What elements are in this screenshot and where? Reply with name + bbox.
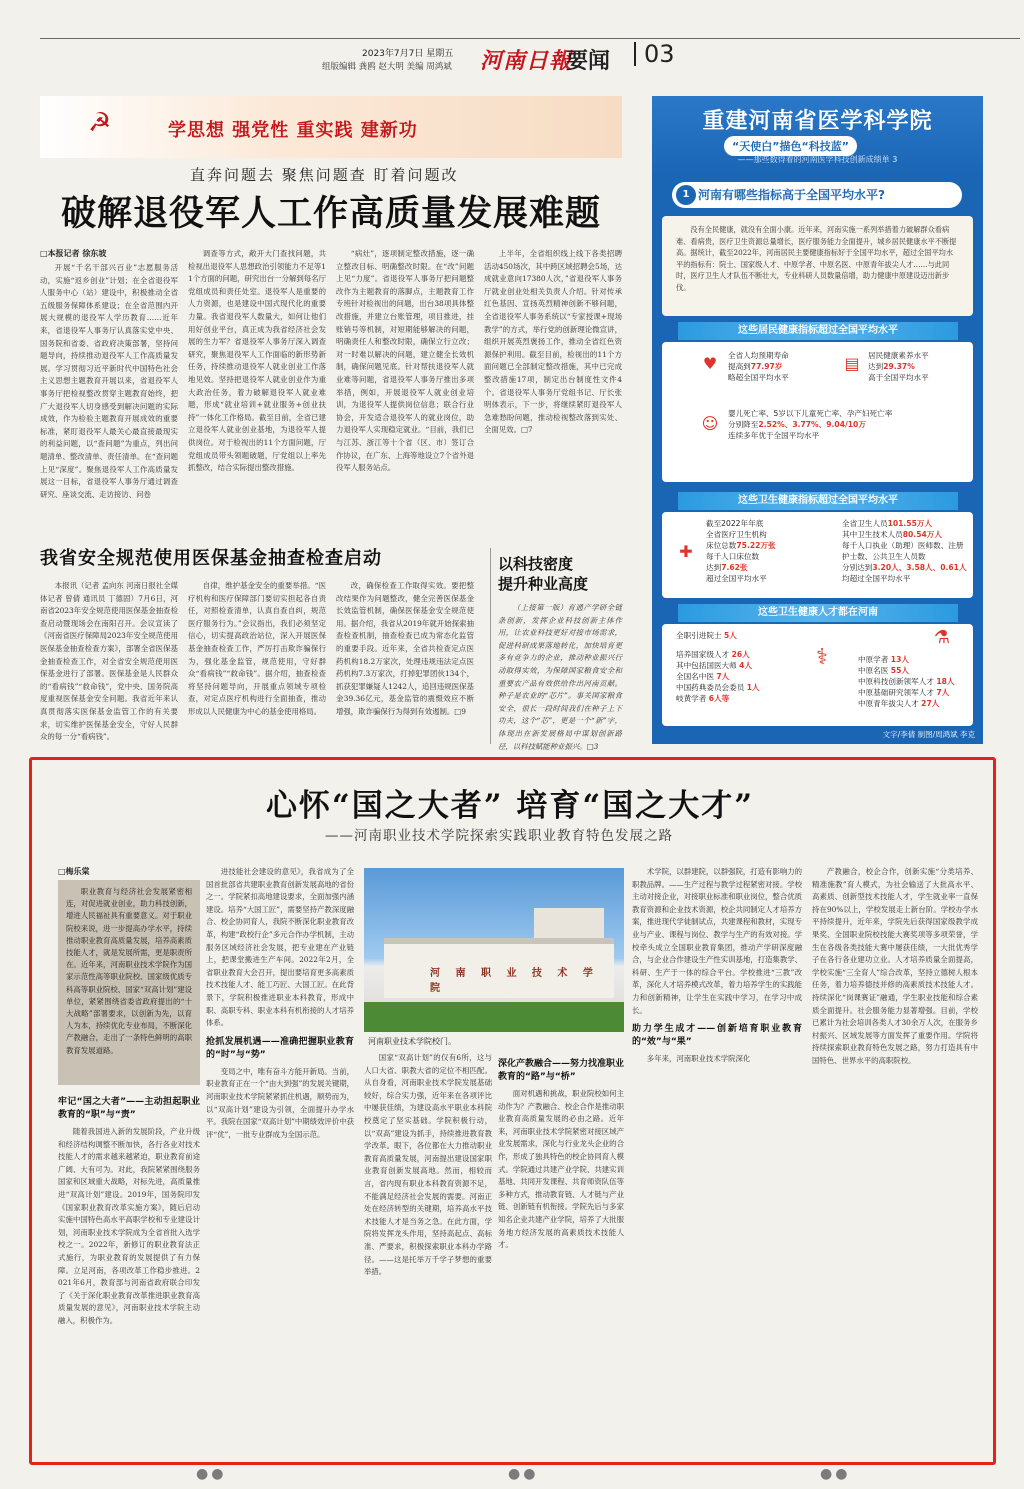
issue-date: 2023年7月7日 星期五 bbox=[362, 49, 454, 59]
paragraph: 国家“双高计划”的仅有6所，这与人口大省、职教大省的定位不相匹配。从自身看，河南职业技术学院发展基础较好，综合实力强，近年来在各项评比中屡获佳绩，为建设高水平职业本科院校奠定了坚实基础。学院积极行动，以“双高”建设为抓手，持续推进教育教学改革。眼下，各位都在大力推动职业教育高质量发展，河南提出建设国家职业教育创新发展高地。然而，相较而言，省内现有职业本科教育资源不足，不能满足经济社会发展的需要。河南正处在经济转型的关键期，培养高水平技术技能人才是当务之急。在此方面，学院将发挥龙头作用，坚持高起点、高标准、严要求，积极探索职业本科办学路径。——这是托举万千学子梦想的重要举措。 bbox=[364, 1053, 492, 1277]
stat-value-line bbox=[706, 540, 826, 551]
talent-item bbox=[858, 665, 970, 676]
photo-lawn bbox=[364, 1002, 624, 1032]
section-band: 这些卫生健康指标超过全国平均水平 bbox=[678, 492, 958, 510]
stat-label: 全省医疗卫生机构 bbox=[706, 530, 767, 539]
talent-panel bbox=[662, 624, 973, 726]
paragraph: 开展“千名干部兴百业”志愿服务活动，实施“返乡创业”计划；在全省退役军人服务中心（站）建设中，积极推动全省五级服务保障体系建设；在全省范围内开展大规模的退役军人学历教育……近年来，省退役军人事务厅认真落实党中央、国务院和省委、省政府决策部署，坚持问题导向，持续推动退役军人工作高质量发展。学习贯彻习近平新时代中国特色社会主义思想主题教育开展以来，省退役军人事务厅把检视整改贯穿主题教育始终，把广大退役军人切身感受到解决问题的实际成效，作为检验主题教育开展成效的重要标准，紧盯退役军人最关心最直接最现实的利益问题，以“查问题”为重点，列出问题清单、整改清单、责任清单。在“查问题上见“深度”。聚焦退役军人工作高质量发展这一目标，省退役军人事务厅通过调查研究、座谈交流、走访接访、问卷 bbox=[40, 263, 178, 499]
infographic-question bbox=[672, 182, 962, 208]
talent-item bbox=[858, 687, 970, 698]
talent-label: 中原学者 bbox=[858, 655, 889, 664]
clipboard-icon: ▤ bbox=[844, 354, 860, 373]
stat-value-line bbox=[842, 529, 970, 540]
talent-item bbox=[676, 660, 826, 671]
section-heading: 牢记“国之大者”——主动担起职业教育的“职”与“责” bbox=[58, 1097, 200, 1120]
talent-count: 26人 bbox=[731, 650, 750, 659]
doctor-icon: ⚕ bbox=[816, 645, 828, 670]
stat-label: 婴儿死亡率、5岁以下儿童死亡率、孕产妇死亡率 bbox=[728, 409, 893, 418]
infographic-series: ——那些数得着的河南医学科技创新成绩单 3 bbox=[737, 155, 898, 164]
stat-prefix: 提高到 bbox=[728, 362, 751, 371]
section-name: 要闻 bbox=[566, 49, 611, 74]
stat-value: 29.37% bbox=[883, 362, 915, 371]
editors-line: 组版编辑 龚鸥 赵大明 美编 周鸿斌 bbox=[322, 62, 452, 72]
page-dots: ●● bbox=[508, 1466, 539, 1482]
resident-health-panel bbox=[662, 342, 973, 482]
stat-note: 超过全国平均水平 bbox=[706, 574, 767, 583]
talent-label: 岐黄学者 bbox=[676, 694, 707, 703]
infographic-title: 重建河南省医学科学院 bbox=[702, 109, 933, 134]
paragraph: 产教融合，校企合作，创新实施“分类培养、精准施教”育人模式，为社会输送了大批高水平、高素质、创新型技术技能人才，学生就业率一直保持在90%以上，学校发展走上新台阶。学校办学水平持续提升，近年来，学院先后获得国家级教学成果奖、全国职业院校技能大赛奖项等多项荣誉，学生在各级各类技能大赛中屡获佳绩，一大批优秀学子在各行各业建功立业。人才培养质量全面提高，学校实施“三全育人”综合改革，坚持立德树人根本任务，着力培养德技并修的高素质技术技能人才。持续深化“岗课赛证”融通，学生职业技能和综合素质全面提升。社会服务能力显著增强。目前，学校已累计为社会培训各类人才30余万人次，在服务乡村振兴、区域发展等方面发挥了重要作用。学院将持续探索职业教育特色发展之路，努力打造具有中国特色、世界水平的高职院校。 bbox=[812, 867, 978, 1065]
side-headline-line: 以科技密度 bbox=[498, 555, 574, 573]
stat-label: 每千人口执业（助理）医师数、注册护士数、公共卫生人员数 bbox=[842, 541, 964, 561]
talent-item bbox=[858, 676, 970, 687]
theme-banner bbox=[40, 96, 622, 158]
talent-item bbox=[858, 654, 970, 665]
text-column bbox=[812, 866, 978, 1446]
stat-label: 截至2022年年底 bbox=[706, 519, 764, 528]
party-emblem-icon: ☭ bbox=[88, 108, 112, 138]
text-column bbox=[206, 866, 354, 1446]
top-rule bbox=[40, 38, 1020, 39]
text-column bbox=[484, 248, 622, 524]
paragraph: 进技能社会建设的意见》，我省成为了全国首批部省共建职业教育创新发展高地的省份之一。学院紧扣高地建设要求，全面加强内涵建设。培养“大国工匠”，需要坚持产教深度融合、校企协同育人，我院不断深化职业教育改革，构建“政校行企”多元合作办学机制，主动服务区域经济社会发展，把专业建在产业链上，把课堂搬进生产车间。2022年2月，全省职业教育大会召开，提出要培育更多高素质技术技能人才、能工巧匠、大国工匠。在此背景下，学院积极推进职业本科教育，形成中职、高职专科、职业本科有机衔接的人才培养体系。 bbox=[206, 867, 354, 1028]
section-band: 这些卫生健康人才都在河南 bbox=[678, 604, 958, 622]
feature-headline: 心怀“国之大者” 培育“国之大才” bbox=[265, 788, 755, 824]
talent-label: 培养国家级人才 bbox=[676, 650, 730, 659]
life-expectancy-stat bbox=[728, 350, 838, 383]
stat-value-line bbox=[868, 361, 968, 372]
talent-right-list bbox=[858, 654, 970, 709]
talent-count: 5人 bbox=[723, 631, 737, 640]
paragraph: 术学院，以群建院，以群强院，打造有影响力的职教品牌。——生产过程与教学过程紧密对接。学校主动对接企业，对接职业标准和职业岗位，整合优质教育资源和企业技术资源，校企共同制定人才培养方案，推进现代学徒制试点，共建课程和教材，实现专业与产业、课程与岗位、教学与生产的有效对接。学校牵头成立全国职业教育集团，推动产学研深度融合，与企业合作建设生产性实训基地，打造集教学、科研、生产于一体的综合平台。学校推进“三教”改革，深化人才培养模式改革，着力培养学生的实践能力和创新精神，让学生在实践中学习，在学习中成长。 bbox=[632, 867, 803, 1015]
health-infographic bbox=[652, 96, 983, 744]
talent-label: 中原青年拔尖人才 bbox=[858, 699, 919, 708]
stat-value: 7.62张 bbox=[721, 563, 748, 572]
talent-label: 中原科技创新领军人才 bbox=[858, 677, 934, 686]
talent-count: 27人 bbox=[921, 699, 940, 708]
text-column bbox=[188, 248, 326, 524]
stat-value: 80.54万人 bbox=[902, 530, 942, 539]
section-heading: 抢抓发展机遇——准确把握职业教育的“时”与“势” bbox=[206, 1036, 354, 1060]
question-text: 河南有哪些指标高于全国平均水平? bbox=[698, 188, 885, 202]
text-column bbox=[336, 248, 474, 524]
paragraph: 变局之中，唯有奋斗方能开新局。当前，职业教育正在一个“由大到强”的发展关键期，河南职业技术学院紧紧抓住机遇，顺势而为，以“双高计划”建设为引领，全面提升办学水平。我院在国家“双高计划”中期绩效评价中获评“优”，一批专业群成为全国示范。 bbox=[206, 1066, 354, 1139]
talent-item bbox=[676, 630, 826, 641]
infographic-badge: “天使白”描色“科技蓝” bbox=[724, 136, 857, 156]
section-heading: 助力学生成才——创新培育职业教育的“效”与“果” bbox=[632, 1024, 802, 1048]
mid-article-headline: 我省安全规范使用医保基金抽查检查启动 bbox=[40, 548, 382, 569]
stat-value: 101.55万人 bbox=[887, 519, 933, 528]
stat-prefix: 达到 bbox=[706, 563, 722, 572]
stat-value: 2.52%、3.77%、9.04/10万 bbox=[758, 420, 866, 429]
mortality-stat bbox=[728, 408, 964, 441]
text-column bbox=[188, 580, 326, 744]
paragraph: 本报讯（记者 孟向东 河南日报社全媒体记者 曾倩 通讯员 丁德固）7月6日，河南省2023年安全规范使用医保基金抽查检查启动暨现场会在南阳召开。会议宣读了《河南省医疗保障局2023年安全规范使用医保基金抽查检查方案》，部署全省医保基金抽查检查工作，对全省安全规范使用医保基金进行了部署。医保基金是人民群众的“看病钱”“救命钱”，党中央、国务院高度重视医保基金安全问题。我省近年来认真贯彻落实医保基金监管工作的有关要求，切实维护医保基金安全，守好人民群众的每一分“看病钱”。 bbox=[40, 581, 178, 742]
side-headline-line: 提升种业高度 bbox=[498, 575, 589, 593]
stat-label: 居民健康素养水平 bbox=[868, 351, 929, 360]
talent-item bbox=[858, 698, 970, 709]
paragraph: 没有全民健康，就没有全面小康。近年来，河南实施一系列举措着力破解群众看病难、看病贵，医疗卫生资源总量增长，医疗服务能力全面提升，城乡居民健康水平不断提高。据统计，截至2022年，河南居民主要健康指标好于全国平均水平，超过全国平均水平的指标有：院士、国家级人才、中原学者、中原名医、中原青年拔尖人才……与此同时，医疗卫生人才队伍不断壮大，专业科研人员数量倍增，助力健康中原建设迈出新步伐。 bbox=[676, 225, 957, 292]
top-article-headline: 破解退役军人工作高质量发展难题 bbox=[60, 193, 601, 234]
stat-prefix: 分别达到 bbox=[842, 563, 873, 572]
text-column bbox=[58, 1090, 200, 1446]
talent-count: 18人 bbox=[936, 677, 955, 686]
talent-count: 7人 bbox=[936, 688, 950, 697]
talent-label: 中原基础研究领军人才 bbox=[858, 688, 934, 697]
stat-value-line bbox=[706, 562, 826, 573]
mid-article-body bbox=[40, 580, 484, 744]
stat-note: 高于全国平均水平 bbox=[868, 373, 929, 382]
staff-stat bbox=[842, 518, 970, 584]
byline: □本报记者 徐东坡 bbox=[40, 249, 107, 258]
photo-caption: 河南职业技术学院校门。 bbox=[368, 1037, 456, 1046]
newspaper-logo: 河南日報 bbox=[480, 48, 573, 74]
paragraph: 面对机遇和挑战，职业院校如何主动作为？产教融合、校企合作是推动职业教育高质量发展的必由之路。近年来，河南职业技术学院紧密对接区域产业发展需求，深化与行业龙头企业的合作，形成了独具特色的校企协同育人模式。学院通过共建产业学院、共建实训基地、共同开发课程、共育师资队伍等多种方式，推动教育链、人才链与产业链、创新链有机衔接。学院先后与多家知名企业共建产业学院，培养了大批服务地方经济发展的高素质技术技能人才。 bbox=[498, 1089, 624, 1250]
text-column bbox=[364, 1052, 492, 1446]
baby-icon: ☺ bbox=[701, 414, 719, 433]
paragraph: 调查等方式，敞开大门查找问题，共检视出退役军人思想政治引领能力不足等11个方面的问题，研究出台一分解到每名厅党组成员和责任处室。退役军人是重要的人力资源，也是建设中国式现代化的重要力量。我省退役军人数量大，如何让他们用好创业平台，真正成为我省经济社会发展的生力军？省退役军人事务厅深入调查研究，聚焦退役军人工作面临的新形势新任务，持续推动退役军人就业创业工作落地见效。坚持把退役军人就业创业作为重大政治任务，着力破解退役军人就业难题，形成“就业培训+就业服务+创业扶持”一体化工作格局。截至目前，全省已建立退役军人就业创业基地，为退役军人提供岗位。对于检视出的11个方面问题，厅党组成员带头领题破题，厅党组以上率先抓整改，结合实际提出整改措施。 bbox=[188, 249, 326, 473]
text-column bbox=[336, 580, 474, 744]
paragraph: “病灶”，逐项制定整改措施，逐一确立整改目标、明确整改时限。在“改”问题上见“力度”。省退役军人事务厅把问题整改作为主题教育的落脚点，主题教育工作专班针对检视出的问题，出台38项具体整改措施，并建立台账管理，项目推进，挂账销号等机制，对短期能够解决的问题，明确责任人和整改时限，确保立行立改；对一时难以解决的问题，建立健全长效机制，确保问题见底。针对帮扶退役军人就业难等问题，省退役军人事务厅推出多项举措，例如，开展退役军人就业创业培训，为退役军人提供岗位信息；联合行业协会，开发适合退役军人的就业岗位，助力退役军人实现稳定就业。“目前，我们已与江苏、浙江等十个省（区、市）签订合作协议，在广东、上海等地设立7个省外退役军人服务站点。 bbox=[336, 249, 474, 473]
infographic-credit: 文字/李倩 制图/周鸿斌 李克 bbox=[882, 730, 975, 739]
talent-label: 中原名医 bbox=[858, 666, 889, 675]
talent-count: 7人 bbox=[716, 672, 730, 681]
stat-label: 每千人口床位数 bbox=[706, 552, 760, 561]
top-article-subhead: 直奔问题去 聚焦问题查 盯着问题改 bbox=[190, 166, 459, 184]
talent-item bbox=[676, 671, 826, 682]
beds-stat bbox=[706, 518, 826, 584]
talent-label: 中国药典委员会委员 bbox=[676, 683, 745, 692]
paragraph: 多年来，河南职业技术学院深化 bbox=[646, 1054, 751, 1064]
stat-prefix: 分别降至 bbox=[728, 420, 759, 429]
talent-item bbox=[676, 649, 826, 660]
stat-label: 全省人均预期寿命 bbox=[728, 351, 789, 360]
stat-note: 略超全国平均水平 bbox=[728, 373, 789, 382]
talent-count: 1人 bbox=[746, 683, 760, 692]
paragraph: 改，确保检查工作取得实效。要把整改结果作为问题整改，健全完善医保基金长效监管机制，确保医保基金安全规范使用。据介绍，我省从2019年就开始探索抽查检查机制，抽查检查已成为常态化监管的重要手段。近年来，全省共检查定点医药机构18.2万家次，处理违规违法定点医药机构7.3万家次，打掉犯罪团伙134个，抓获犯罪嫌疑人1242人，追回违规医保基金39.36亿元，基金监管的震慑效应不断增强，欺诈骗保行为得到有效遏制。□9 bbox=[336, 581, 474, 716]
paragraph: 职业教育与经济社会发展紧密相连，对促进就业创业，助力科技创新，增进人民福祉具有重要意义。对于职业院校来说，进一步提高办学水平，持续推动职业教育高质量发展，培养高素质技能人才，就是发展所需，更是职责所在。近年来，河南职业技术学院作为国家示范性高等职业院校、国家级优质专科高等职业院校、国家“双高计划”建设单位，紧紧围绕省委省政府提出的“十大战略”部署要求，以创新为先，以育人为本，持续优化专业布局，不断深化产教融合，走出了一条特色鲜明的高职教育发展道路。 bbox=[66, 887, 192, 1055]
heart-pulse-icon: ♥ bbox=[702, 354, 718, 373]
section-heading: 深化产教融合——努力找准职业教育的“路”与“桥” bbox=[498, 1059, 625, 1082]
feature-byline: □梅乐棠 bbox=[58, 867, 90, 876]
text-column bbox=[498, 1052, 624, 1446]
stat-prefix: 全省卫生人员 bbox=[842, 519, 888, 528]
paragraph: 自律，维护基金安全的重要举措。“医疗机构和医疗保障部门要切实担起各自责任，对照检查清单，认真自查自纠，规范医疗服务行为。”会议指出，我们必须坚定信心，切实提高政治站位，深入开展医保基金抽查检查工作，严厉打击欺诈骗保行为，强化基金监管，规范使用，守好群众“看病钱”“救命钱”。据介绍，抽查检查将坚持问题导向，开展重点领域专项检查，对定点医疗机构进行全面抽查，推动形成以人民健康为中心的基金使用格局。 bbox=[188, 581, 326, 716]
stat-prefix: 床位总数 bbox=[706, 541, 737, 550]
health-resources-panel bbox=[662, 512, 973, 598]
talent-count: 6人等 bbox=[708, 694, 730, 703]
stat-value: 75.22万张 bbox=[736, 541, 776, 550]
text-column bbox=[632, 866, 802, 1446]
side-article-body bbox=[498, 602, 622, 751]
page-number: 03 bbox=[634, 42, 675, 66]
top-article-body bbox=[40, 248, 622, 524]
campus-gate-photo bbox=[364, 868, 624, 1032]
stat-value-line bbox=[728, 419, 964, 430]
talent-label: 其中包括国医大师 bbox=[676, 661, 737, 670]
health-literacy-stat bbox=[868, 350, 968, 383]
talent-count: 13人 bbox=[890, 655, 909, 664]
paragraph: 上半年，全省组织线上线下各类招聘活动450场次，其中跨区域招聘会5场，达成就业意向17380人次，”省退役军人事务厅就业创业处相关负责人介绍。针对传承红色基因、宣扬英烈精神创新不够问题，全省退役军人事务系统以“专家授课+现场教学”的方式，举行党的创新理论微宣讲，组织开展英烈褒扬工作，推动全省红色资源保护利用。截至目前，检视出的11个方面问题已全部制定整改措施，其中已完成整改措施17项，制定出台制度性文件4个。省退役军人事务厅党组书记、厅长张明体表示，下一步，将继续紧盯退役军人急难愁盼问题，推动检视整改落到实处、全面见效。□7 bbox=[484, 249, 622, 435]
feature-lead bbox=[58, 880, 200, 1085]
paragraph: 随着我国进入新的发展阶段，产业升级和经济结构调整不断加快，各行各业对技术技能人才的需求越来越紧迫，职业教育前途广阔、大有可为。对此，我院紧紧围绕服务国家和区域重大战略，对标先进，高质量推进“双高计划”建设。2019年，国务院印发《国家职业教育改革实施方案》，随后启动实施中国特色高水平高职学校和专业建设计划，河南职业技术学院成为全省首批入选学校之一。2022年，新修订的职业教育法正式施行，为职业教育的发展提供了有力保障。立足河南，各项改革工作稳步推进。2021年6月，教育部与河南省政府联合印发了《关于深化职业教育改革推进职业教育高质量发展的意见》，河南职业技术学院主动融入，积极作为。 bbox=[58, 1127, 200, 1325]
talent-label: 全国名中医 bbox=[676, 672, 714, 681]
talent-label: 全职引进院士 bbox=[676, 631, 722, 640]
talent-count: 55人 bbox=[890, 666, 909, 675]
stat-value-line bbox=[728, 361, 838, 372]
flask-icon: ⚗ bbox=[933, 627, 951, 648]
talent-count: 4人 bbox=[739, 661, 753, 670]
page-dots: ●● bbox=[820, 1466, 851, 1482]
stat-note: 均超过全国平均水平 bbox=[842, 574, 911, 583]
stat-value-line bbox=[842, 518, 970, 529]
stat-note: 连续多年优于全国平均水平 bbox=[728, 431, 820, 440]
stat-value: 3.20人、3.58人、0.61人 bbox=[872, 563, 967, 572]
masthead bbox=[40, 38, 675, 76]
question-number: 1 bbox=[676, 185, 696, 205]
feature-subhead: ——河南职业技术学院探索实践职业教育特色发展之路 bbox=[325, 828, 673, 844]
hospital-icon: ✚ bbox=[679, 542, 693, 561]
page-dots: ●● bbox=[196, 1466, 227, 1482]
stat-prefix: 达到 bbox=[868, 362, 884, 371]
infographic-intro bbox=[662, 216, 973, 316]
stat-prefix: 其中卫生技术人员 bbox=[842, 530, 903, 539]
talent-item bbox=[676, 682, 826, 693]
banner-slogan: 学思想 强党性 重实践 建新功 bbox=[168, 120, 418, 141]
column-divider bbox=[490, 548, 491, 744]
section-band: 这些居民健康指标超过全国平均水平 bbox=[678, 322, 958, 340]
stat-value-line bbox=[842, 562, 970, 573]
talent-item bbox=[676, 693, 826, 704]
paragraph: （上接第一版）育通产学研全链条创新，发挥企业科技创新主体作用，让农业科技更好对接市场需求，促进科研成果落地转化，加快培育更多有竞争力的企业，推动种业振兴行动取得实效，为保障国家粮食安全和重要农产品有效供给作出河南贡献。种子是农业的“芯片”。事关国家粮食安全，很长一段时间我们在种子上下功夫，这个“芯”，更是一个“新”字，体现出在新发展格局中谋划创新路径，以科技赋能种业振兴。□3 bbox=[498, 603, 622, 751]
talent-left-list bbox=[676, 630, 826, 704]
side-article-headline bbox=[498, 554, 618, 594]
photo-gate-sign: 河 南 职 业 技 术 学 院 bbox=[430, 968, 599, 994]
text-column bbox=[40, 580, 178, 744]
text-column bbox=[40, 262, 178, 524]
stat-value: 77.97岁 bbox=[750, 362, 783, 371]
